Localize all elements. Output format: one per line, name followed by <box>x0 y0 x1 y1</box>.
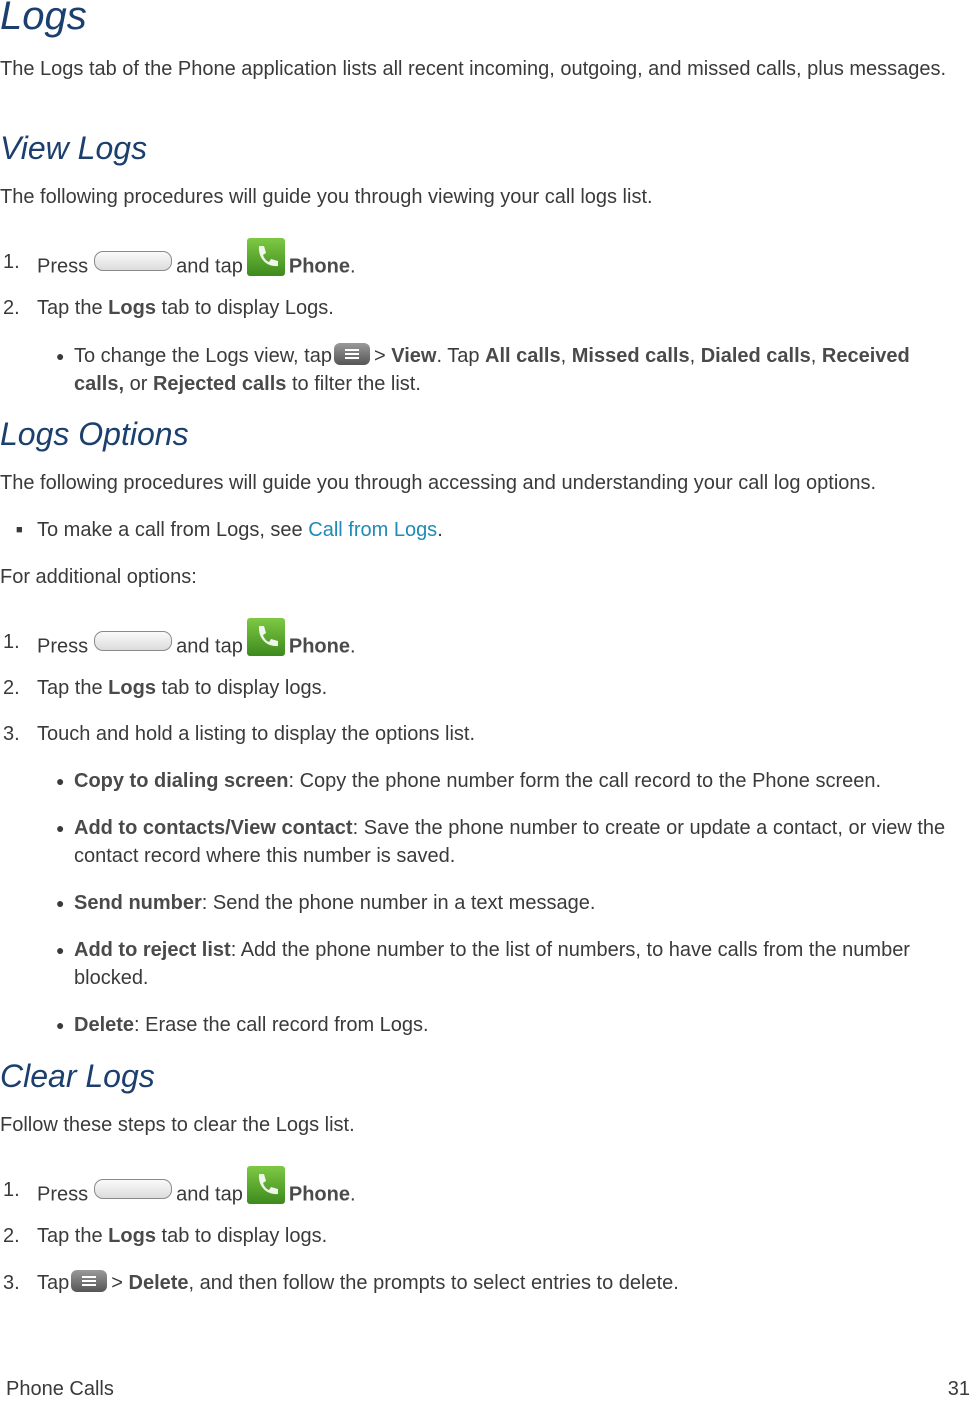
bullet-dot-icon: ● <box>56 1017 65 1033</box>
step-text-part: tab to display Logs. <box>161 297 334 319</box>
option-description: : Copy the phone number form the call record to the Phone screen. <box>288 770 882 792</box>
phone-label: Phone <box>288 255 350 278</box>
logs-tab-label: Logs <box>108 297 156 319</box>
step-text-part: tab to display logs. <box>161 1225 328 1247</box>
call-from-logs-link[interactable]: Call from Logs <box>308 519 438 541</box>
step-text <box>37 1176 356 1214</box>
delete-label: Delete <box>128 1272 189 1294</box>
bullet-text-part: , <box>810 345 817 367</box>
step-number: 3. <box>3 723 20 745</box>
page-title: Logs <box>0 0 87 38</box>
menu-key-icon <box>334 343 370 365</box>
step-text-part: Press <box>37 255 89 278</box>
step-text-part: and tap <box>176 255 243 278</box>
bullet-text-part: To change the Logs view, tap <box>74 345 332 367</box>
option-name: Add to reject list <box>74 939 231 961</box>
bullet-dot-icon: ● <box>56 942 65 958</box>
step-text <box>37 294 334 322</box>
step-number: 1. <box>3 1179 20 1201</box>
step-text-part: . <box>349 1183 356 1206</box>
option-description: : Save the phone number to create or update a contact, or view the contact record where this number is saved. <box>74 817 946 867</box>
section-heading-logs-options: Logs Options <box>0 416 189 452</box>
view-label: View <box>391 345 437 367</box>
tip-text <box>37 516 443 544</box>
step-text-part: Press <box>37 1183 89 1206</box>
step-number: 2. <box>3 677 20 699</box>
step-text-part: and tap <box>176 1183 243 1206</box>
option-text <box>74 889 964 917</box>
step-text-part: > <box>111 1272 123 1294</box>
option-text <box>74 767 964 795</box>
bullet-dot-icon: ● <box>56 773 65 789</box>
option-name: Delete <box>74 1014 135 1036</box>
view-logs-description: The following procedures will guide you through viewing your call logs list. <box>0 186 653 208</box>
additional-options-label: For additional options: <box>0 566 197 588</box>
step-text <box>37 248 356 286</box>
option-name: Send number <box>74 892 202 914</box>
home-button-icon <box>94 631 172 651</box>
section-heading-clear-logs: Clear Logs <box>0 1058 155 1094</box>
bullet-dot-icon: ● <box>56 820 65 836</box>
footer-page-number: 31 <box>947 1378 970 1400</box>
step-text-part: , and then follow the prompts to select entries to delete. <box>188 1272 679 1294</box>
menu-key-icon <box>71 1270 107 1292</box>
step-number: 1. <box>3 631 20 653</box>
bullet-dot-icon: ● <box>56 348 65 364</box>
step-text-part: Tap the <box>37 297 103 319</box>
step-text-part: . <box>349 255 356 278</box>
step-text-part: tab to display logs. <box>161 677 328 699</box>
home-button-icon <box>94 251 172 271</box>
clear-logs-description: Follow these steps to clear the Logs list. <box>0 1114 355 1136</box>
step-text-part: Tap the <box>37 677 103 699</box>
bullet-text-part: > <box>373 345 386 367</box>
bullet-dot-icon: ● <box>56 895 65 911</box>
phone-label: Phone <box>288 1183 350 1206</box>
all-calls-label: All calls <box>485 345 561 367</box>
option-name: Copy to dialing screen <box>74 770 289 792</box>
dialed-calls-label: Dialed calls <box>700 345 811 367</box>
phone-app-icon <box>247 238 285 276</box>
received-calls-label: Received calls, <box>74 345 910 395</box>
bullet-text-part: , <box>560 345 567 367</box>
logs-tab-label: Logs <box>108 677 156 699</box>
tip-text-part: . <box>437 519 443 541</box>
step-text-part: Tap the <box>37 1225 103 1247</box>
square-bullet-icon: ■ <box>16 524 23 536</box>
step-number: 1. <box>3 251 20 273</box>
phone-label: Phone <box>288 635 350 658</box>
step-text <box>37 628 356 666</box>
footer-section-name: Phone Calls <box>6 1378 114 1400</box>
bullet-text-part: . Tap <box>436 345 480 367</box>
option-name: Add to contacts/View contact <box>74 817 353 839</box>
option-text <box>74 814 964 870</box>
phone-app-icon <box>247 1166 285 1204</box>
step-number: 2. <box>3 297 20 319</box>
step-text-part: . <box>349 635 356 658</box>
option-text <box>74 1011 964 1039</box>
option-description: : Add the phone number to the list of numbers, to have calls from the number blocked. <box>74 939 910 989</box>
logs-options-description: The following procedures will guide you through accessing and understanding your call log options. <box>0 472 877 494</box>
step-text <box>37 1222 327 1250</box>
step-text-part: and tap <box>176 635 243 658</box>
option-description: : Send the phone number in a text message. <box>201 892 596 914</box>
step-number: 2. <box>3 1225 20 1247</box>
bullet-text-part: , <box>689 345 696 367</box>
option-item <box>0 814 970 870</box>
option-item <box>0 936 970 992</box>
bullet-text-part: or <box>129 373 148 395</box>
bullet-text-part: to filter the list. <box>291 373 421 395</box>
option-text <box>74 936 964 992</box>
step-text-part: Press <box>37 635 89 658</box>
tip-text-part: To make a call from Logs, see <box>37 519 303 541</box>
phone-app-icon <box>247 618 285 656</box>
rejected-calls-label: Rejected calls <box>152 373 287 395</box>
bullet-text <box>74 342 964 398</box>
option-description: : Erase the call record from Logs. <box>134 1014 429 1036</box>
step-text <box>37 674 327 702</box>
view-logs-bullet <box>0 342 970 398</box>
home-button-icon <box>94 1179 172 1199</box>
missed-calls-label: Missed calls <box>571 345 690 367</box>
step-text-part: Tap <box>37 1272 70 1294</box>
step-text: Touch and hold a listing to display the options list. <box>37 723 476 745</box>
step-text <box>37 1269 679 1297</box>
step-number: 3. <box>3 1272 20 1294</box>
logs-tab-label: Logs <box>108 1225 156 1247</box>
intro-paragraph: The Logs tab of the Phone application lists all recent incoming, outgoing, and missed calls, plus messages. <box>0 58 947 80</box>
section-heading-view-logs: View Logs <box>0 130 148 166</box>
